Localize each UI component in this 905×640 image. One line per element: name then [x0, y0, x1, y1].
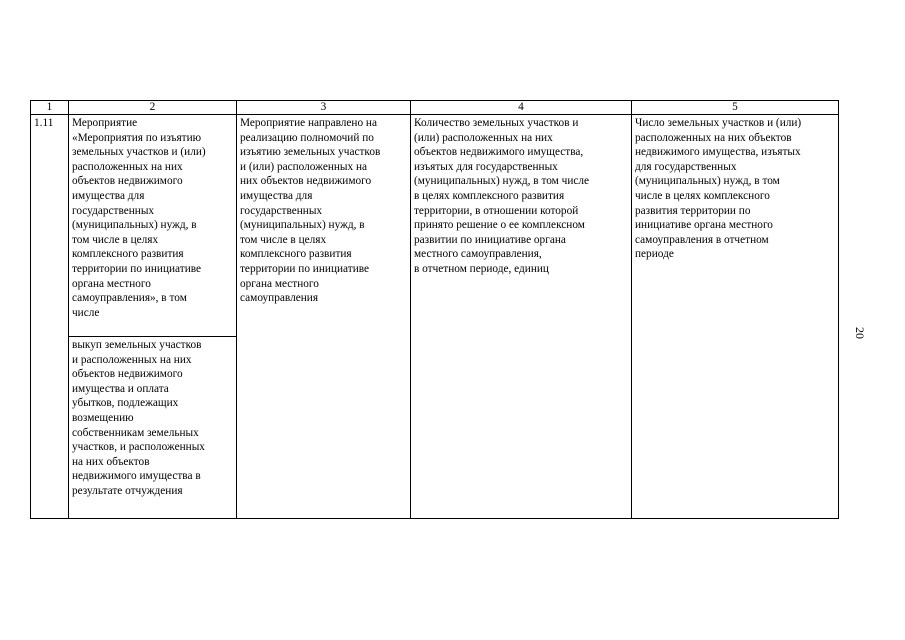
row-number [31, 115, 69, 519]
row-number-text: 1.11 [34, 117, 54, 129]
activity-description: Мероприятие направлено на реализацию полномочий по изъятию земельных участков и (или) расположенных на них объектов недвижимого имущества для государственных (муниципальных) нужд, в том числе в целях комплексного развития территории по инициативе органа местного самоуправления [240, 117, 381, 305]
header-col-2: 2 [69, 101, 237, 115]
header-col-3: 3 [237, 101, 411, 115]
indicator-number: Число земельных участков и (или) расположенных на них объектов недвижимого имущества, изъятых для государственных (муниципальных) нужд, в том числе в целях комплексного развития территории по инициативе органа местного самоуправления в отчетном периоде [635, 117, 802, 261]
header-row [31, 101, 839, 115]
indicator-count: Количество земельных участков и (или) расположенных на них объектов недвижимого имущества, изъятых для государственных (муниципальных) нужд, в том числе в целях комплексного развития территории, в отношении которой принято решение о ее комплексном развитии по инициативе органа местного самоуправления, в отчетном периоде, единиц [414, 117, 590, 275]
indicator-number-cell [632, 115, 839, 519]
header-col-1: 1 [31, 101, 69, 115]
activity-sub-cell [69, 337, 237, 519]
activity-name: Мероприятие «Мероприятия по изъятию земельных участков и (или) расположенных на них объектов недвижимого имущества для государственных (муниципальных) нужд, в том числе в целях комплексного развития территории по инициативе органа местного самоуправления», в том числе [72, 117, 206, 319]
table-row [31, 115, 839, 337]
header-col-5: 5 [632, 101, 839, 115]
activity-description-cell [237, 115, 411, 519]
activity-sub: выкуп земельных участков и расположенных на них объектов недвижимого имущества и оплата убытков, подлежащих возмещению собственникам земельных участков, и расположенных на них объектов недвижимого имущества в результате отчуждения [72, 339, 205, 497]
page-number: 20 [853, 327, 867, 339]
activity-name-cell [69, 115, 237, 337]
indicator-table [30, 100, 839, 519]
indicator-count-cell [411, 115, 632, 519]
header-col-4: 4 [411, 101, 632, 115]
